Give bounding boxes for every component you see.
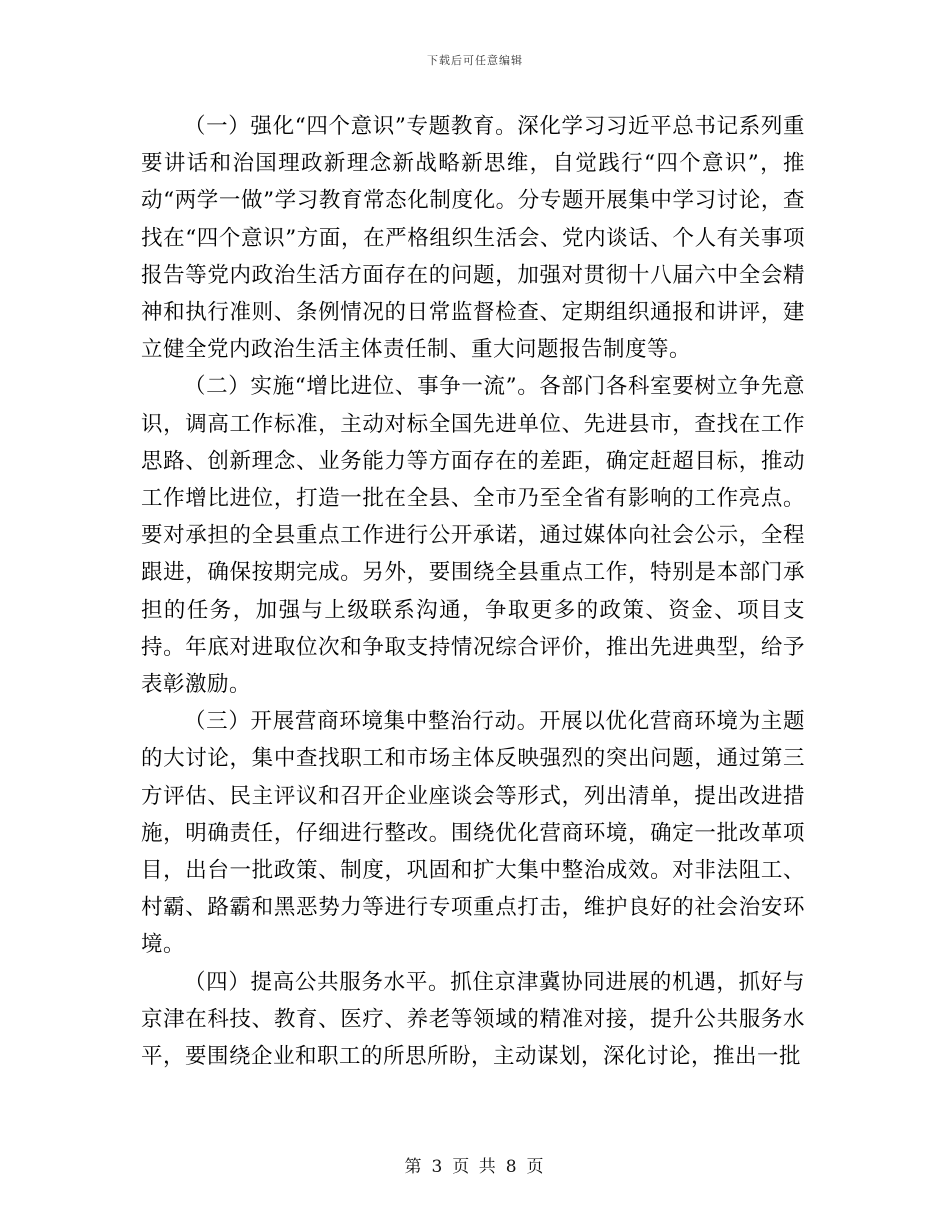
document-body <box>141 108 805 1075</box>
page-header-note: 下载后可任意编辑 <box>427 54 523 67</box>
page-footer <box>0 1152 950 1177</box>
paragraph-4: （四）提高公共服务水平。抓住京津冀协同进展的机遇，抓好与京津在科技、教育、医疗、养老等领域的精准对接，提升公共服务水平，要围绕企业和职工的所思所盼，主动谋划，深化讨论，推出一批 <box>141 969 805 1070</box>
footer-suffix: 页 <box>526 1157 546 1177</box>
footer-middle: 页 共 <box>452 1157 498 1177</box>
paragraph-2: （二）实施“增比进位、事争一流”。各部门各科室要树立争先意识，调高工作标准，主动对标全国先进单位、先进县市，查找在工作思路、创新理念、业务能力等方面存在的差距，确定赶超目标，推动工作增比进位，打造一批在全县、全市乃至全省有影响的工作亮点。要对承担的全县重点工作进行公开承诺，通过媒体向社会公示，全程跟进，确保按期完成。另外，要围绕全县重点工作，特别是本部门承担的任务，加强与上级联系沟通，争取更多的政策、资金、项目支持。年底对进取位次和争取支持情况综合评价，推出先进典型，给予表彰激励。 <box>141 374 805 698</box>
total-pages: 8 <box>505 1157 519 1177</box>
page-number: 3 <box>431 1157 445 1177</box>
footer-prefix: 第 <box>404 1157 424 1177</box>
paragraph-1: （一）强化“四个意识”专题教育。深化学习习近平总书记系列重要讲话和治国理政新理念新战略新思维，自觉践行“四个意识”，推动“两学一做”学习教育常态化制度化。分专题开展集中学习讨论，查找在“四个意识”方面，在严格组织生活会、党内谈话、个人有关事项报告等党内政治生活方面存在的问题，加强对贯彻十八届六中全会精神和执行准则、条例情况的日常监督检查、定期组织通报和讲评，建立健全党内政治生活主体责任制、重大问题报告制度等。 <box>141 114 805 363</box>
paragraph-3: （三）开展营商环境集中整治行动。开展以优化营商环境为主题的大讨论，集中查找职工和市场主体反映强烈的突出问题，通过第三方评估、民主评议和召开企业座谈会等形式，列出清单，提出改进措施，明确责任，仔细进行整改。围绕优化营商环境，确定一批改革项目，出台一批政策、制度，巩固和扩大集中整治成效。对非法阻工、村霸、路霸和黑恶势力等进行专项重点打击，维护良好的社会治安环境。 <box>141 709 805 958</box>
